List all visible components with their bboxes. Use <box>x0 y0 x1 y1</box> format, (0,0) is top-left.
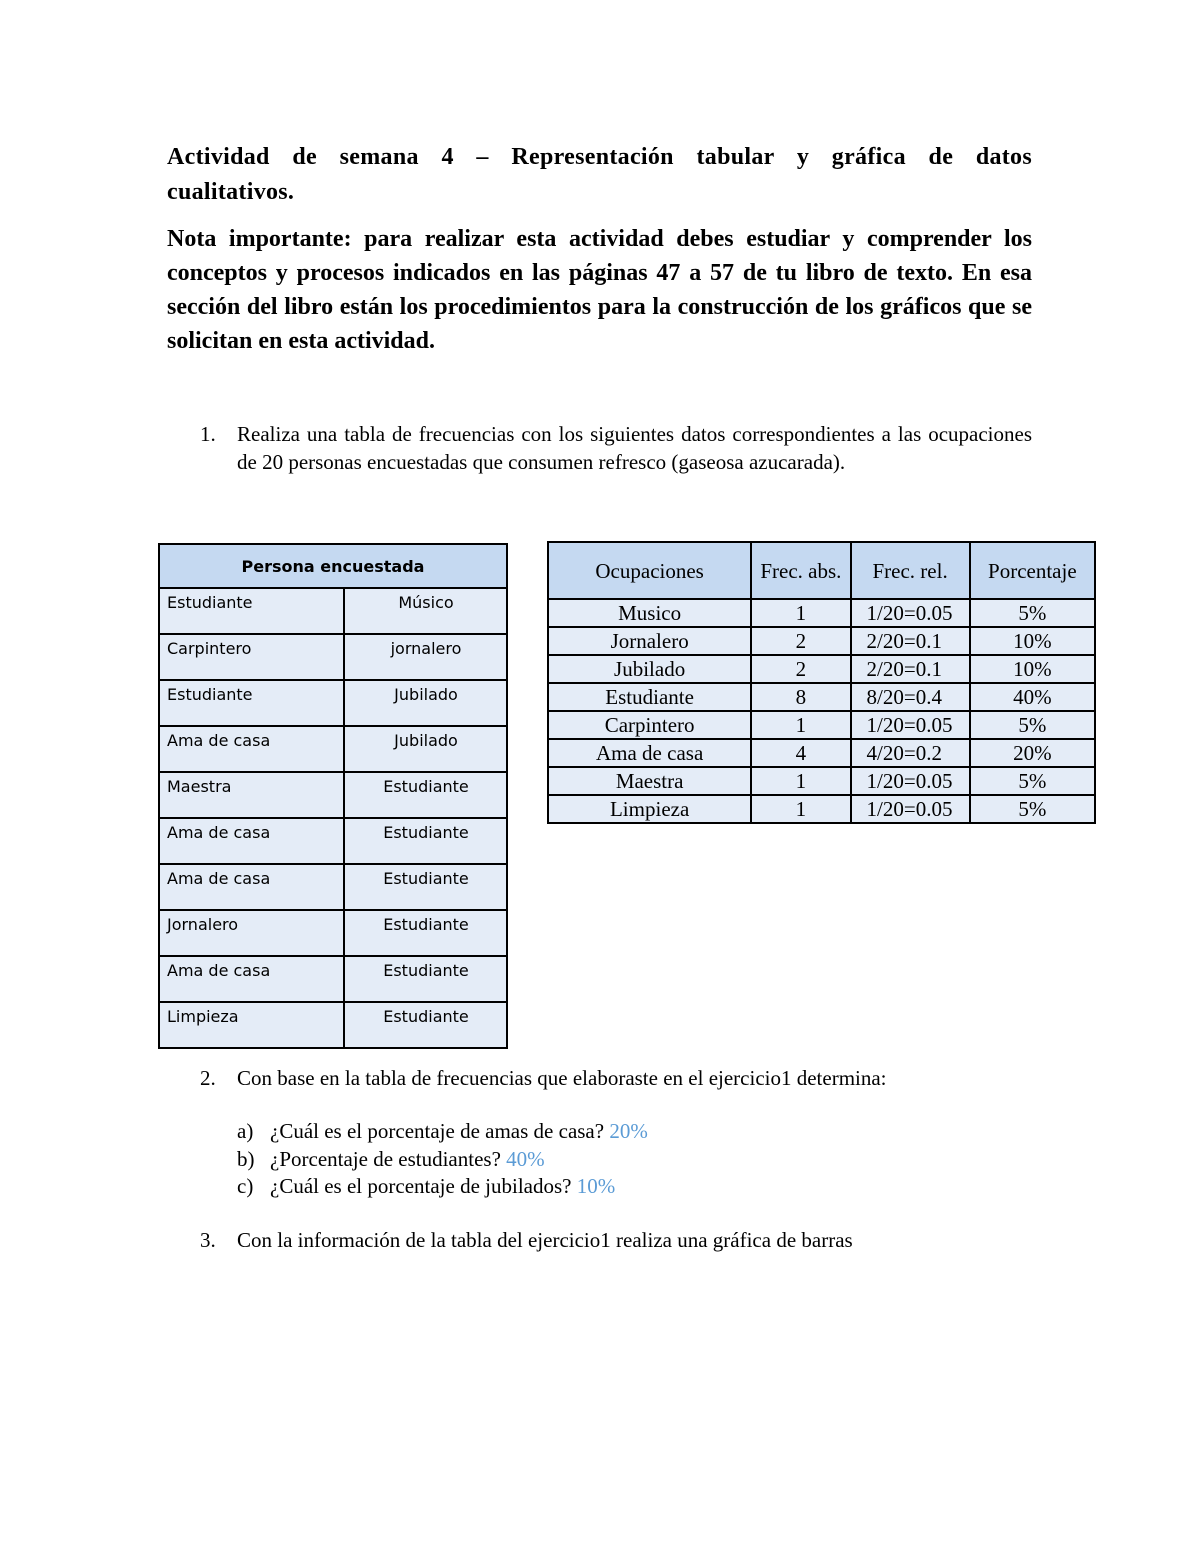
respondents-table-row <box>159 910 507 956</box>
respondents-table-cell: Jubilado <box>344 726 507 772</box>
respondents-table-cell: Jubilado <box>344 680 507 726</box>
item-answer: 10% <box>576 1174 616 1198</box>
item-question: ¿Cuál es el porcentaje de jubilados? <box>270 1174 572 1198</box>
respondents-table-header: Persona encuestada <box>159 544 507 588</box>
respondents-table-cell: Estudiante <box>344 1002 507 1048</box>
question-1-text: Realiza una tabla de frecuencias con los siguientes datos correspondientes a las ocupaciones de 20 personas encuestadas que consumen refresco (gaseosa azucarada). <box>237 422 1032 474</box>
frequency-table-row <box>548 739 1095 767</box>
item-label: a) <box>237 1119 254 1143</box>
respondents-table-cell: jornalero <box>344 634 507 680</box>
frequency-table-cell: Jornalero <box>548 627 751 655</box>
frequency-table-body <box>548 599 1095 823</box>
frequency-table-cell: 4/20=0.2 <box>851 739 970 767</box>
frequency-table-cell: 2/20=0.1 <box>851 627 970 655</box>
important-note <box>167 222 1032 358</box>
question-2 <box>200 1064 1100 1092</box>
frequency-table-cell: 5% <box>970 599 1095 627</box>
respondents-table-cell: Ama de casa <box>159 956 344 1002</box>
question-3 <box>200 1226 1100 1254</box>
frequency-table-cell: 20% <box>970 739 1095 767</box>
frequency-table-cell: 4 <box>751 739 850 767</box>
respondents-table-cell: Estudiante <box>344 772 507 818</box>
respondents-table-cell: Carpintero <box>159 634 344 680</box>
frequency-table-cell: 8/20=0.4 <box>851 683 970 711</box>
frequency-table-row <box>548 795 1095 823</box>
question-2-text: Con base en la tabla de frecuencias que elaboraste en el ejercicio1 determina: <box>237 1066 887 1090</box>
frequency-table-cell: 1/20=0.05 <box>851 711 970 739</box>
question-2-number: 2. <box>200 1066 216 1090</box>
frequency-table-cell: Maestra <box>548 767 751 795</box>
question-1 <box>200 420 1032 476</box>
note-text: Nota importante: para realizar esta actividad debes estudiar y comprender los conceptos y procesos indicados en las páginas 47 a 57 de tu libro de texto. En esa sección del libro están los procedimientos para la construcción de los gráficos que se solicitan en esta actividad. <box>167 226 1032 354</box>
respondents-table-row <box>159 818 507 864</box>
question-3-text: Con la información de la tabla del ejercicio1 realiza una gráfica de barras <box>237 1228 853 1252</box>
respondents-table-cell: Estudiante <box>344 956 507 1002</box>
col-header-porcentaje: Porcentaje <box>970 542 1095 599</box>
respondents-table-cell: Estudiante <box>344 864 507 910</box>
item-answer: 40% <box>506 1147 545 1171</box>
frequency-table-row <box>548 767 1095 795</box>
item-question: ¿Cuál es el porcentaje de amas de casa? <box>270 1119 605 1143</box>
frequency-table-cell: 10% <box>970 627 1095 655</box>
respondents-table-cell: Músico <box>344 588 507 634</box>
frequency-table-cell: Musico <box>548 599 751 627</box>
frequency-table-cell: 10% <box>970 655 1095 683</box>
frequency-table-cell: Estudiante <box>548 683 751 711</box>
frequency-table-header-row <box>548 542 1095 599</box>
frequency-table-row <box>548 627 1095 655</box>
col-header-ocupaciones: Ocupaciones <box>548 542 751 599</box>
respondents-table-cell: Jornalero <box>159 910 344 956</box>
col-header-frec-rel: Frec. rel. <box>851 542 970 599</box>
respondents-table-cell: Estudiante <box>344 910 507 956</box>
frequency-table <box>547 541 1096 824</box>
respondents-table-cell: Ama de casa <box>159 726 344 772</box>
frequency-table-row <box>548 711 1095 739</box>
frequency-table-cell: 5% <box>970 795 1095 823</box>
frequency-table-cell: 1/20=0.05 <box>851 767 970 795</box>
respondents-table-cell: Maestra <box>159 772 344 818</box>
respondents-table-cell: Estudiante <box>159 680 344 726</box>
respondents-table-row <box>159 680 507 726</box>
document-title <box>167 140 1032 210</box>
frequency-table-cell: Jubilado <box>548 655 751 683</box>
respondents-table-row <box>159 634 507 680</box>
respondents-table-cell: Estudiante <box>159 588 344 634</box>
frequency-table-cell: 1 <box>751 599 850 627</box>
frequency-table-cell: 1 <box>751 767 850 795</box>
item-label: c) <box>237 1174 254 1198</box>
respondents-table-row <box>159 588 507 634</box>
item-label: b) <box>237 1147 255 1171</box>
title-line-2: cualitativos. <box>167 179 295 205</box>
question-3-number: 3. <box>200 1228 216 1252</box>
frequency-table-cell: 1/20=0.05 <box>851 795 970 823</box>
frequency-table-cell: 40% <box>970 683 1095 711</box>
frequency-table-cell: Limpieza <box>548 795 751 823</box>
frequency-table-cell: 8 <box>751 683 850 711</box>
frequency-table-cell: Ama de casa <box>548 739 751 767</box>
respondents-table-cell: Ama de casa <box>159 864 344 910</box>
frequency-table-cell: 1/20=0.05 <box>851 599 970 627</box>
respondents-table-cell: Ama de casa <box>159 818 344 864</box>
item-answer: 20% <box>609 1119 648 1143</box>
item-question: ¿Porcentaje de estudiantes? <box>270 1147 501 1171</box>
frequency-table-row <box>548 683 1095 711</box>
respondents-table-cell: Limpieza <box>159 1002 344 1048</box>
frequency-table-cell: Carpintero <box>548 711 751 739</box>
frequency-table-cell: 5% <box>970 711 1095 739</box>
question-1-number: 1. <box>200 422 216 446</box>
col-header-frec-abs: Frec. abs. <box>751 542 850 599</box>
frequency-table-cell: 2 <box>751 627 850 655</box>
frequency-table-row <box>548 599 1095 627</box>
title-line-1: Actividad de semana 4 – Representación tabular y gráfica de datos <box>167 144 1032 170</box>
frequency-table-cell: 1 <box>751 711 850 739</box>
frequency-table-cell: 2 <box>751 655 850 683</box>
frequency-table-cell: 5% <box>970 767 1095 795</box>
respondents-table-row <box>159 864 507 910</box>
respondents-table-row <box>159 956 507 1002</box>
frequency-table-row <box>548 655 1095 683</box>
frequency-table-cell: 1 <box>751 795 850 823</box>
respondents-table-body <box>159 588 507 1048</box>
respondents-table-row <box>159 1002 507 1048</box>
respondents-table-row <box>159 726 507 772</box>
respondents-table-cell: Estudiante <box>344 818 507 864</box>
frequency-table-cell: 2/20=0.1 <box>851 655 970 683</box>
respondents-table <box>158 543 508 1049</box>
respondents-table-row <box>159 772 507 818</box>
